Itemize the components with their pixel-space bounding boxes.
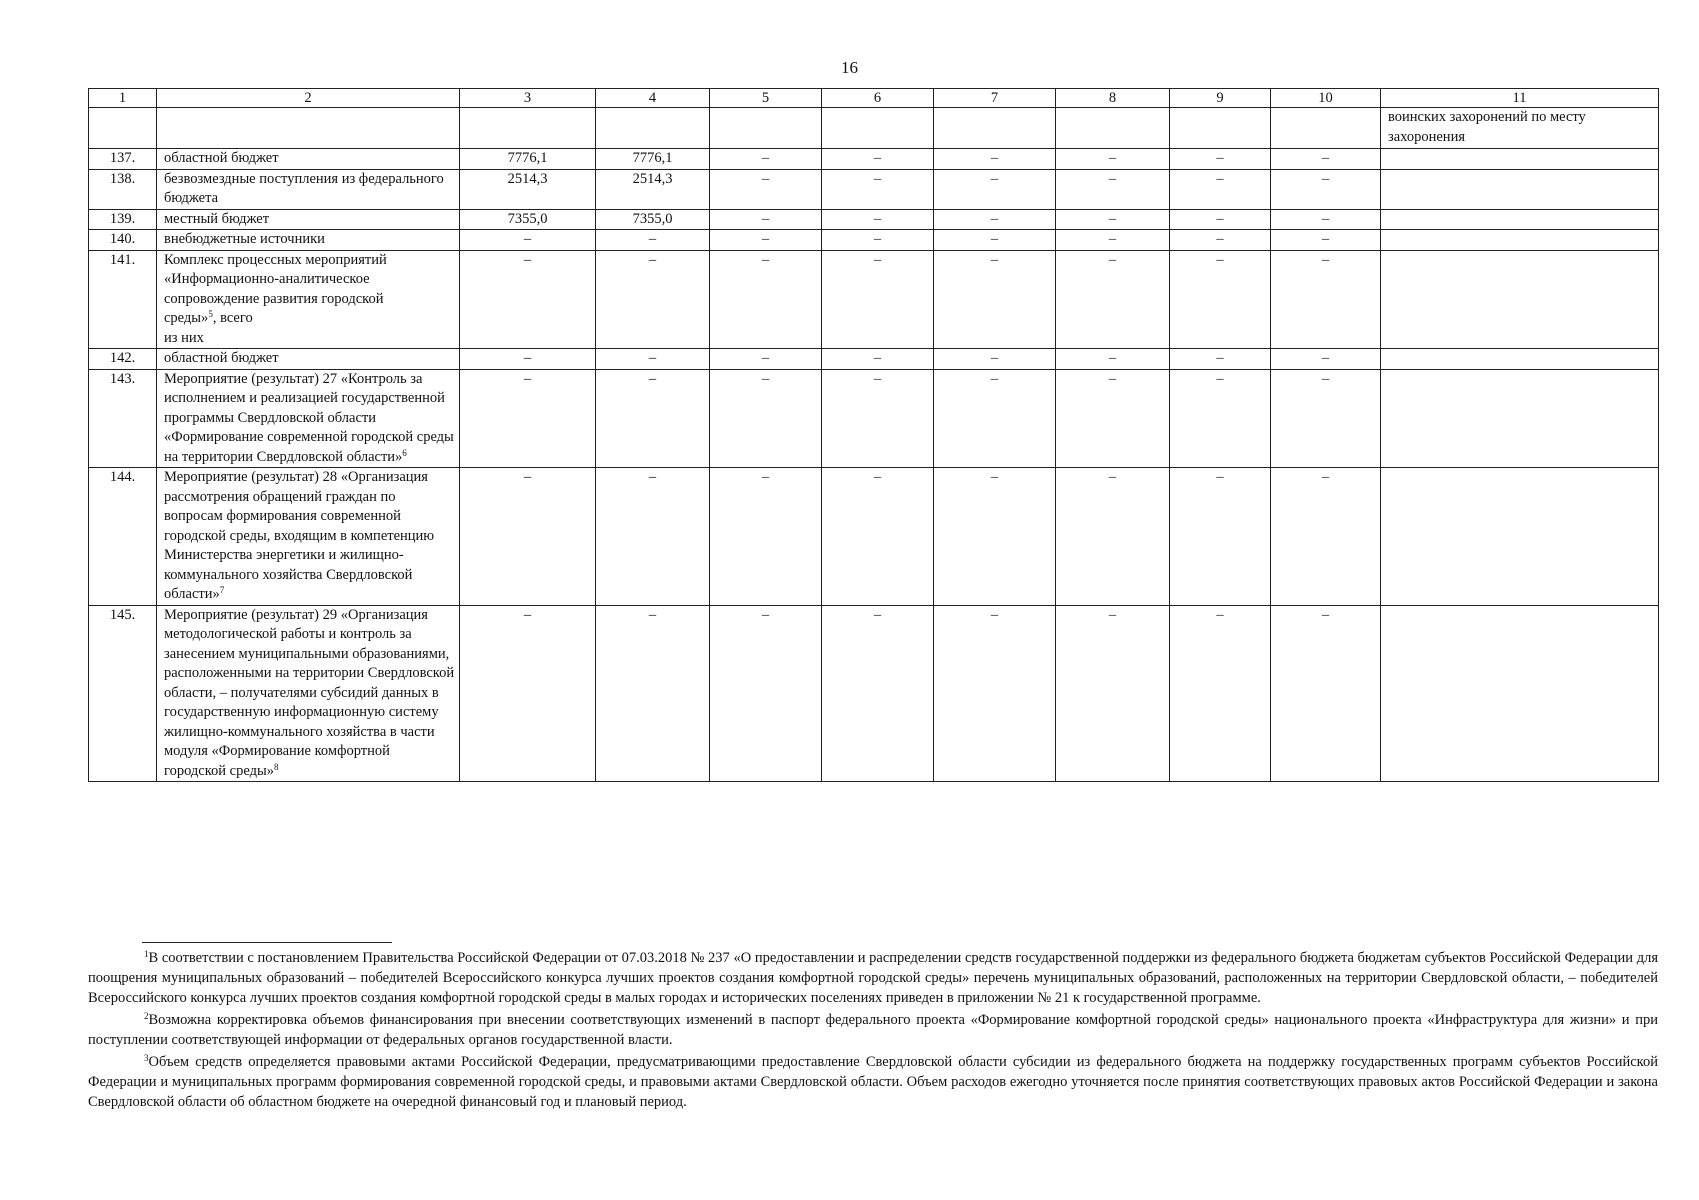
label-text: Мероприятие (результат) 29 «Организация методологической работы и контроль за занесением муниципальными образованиями, расположенными на территории Свердловской области, – получателями субсидий данных в государственную информационную систему жилищно-коммунального хозяйства в части модуля «Формирование комфортной городской среды» xyxy=(164,606,455,779)
label-line: Комплекс процессных мероприятий xyxy=(164,251,387,268)
cell-dash: – xyxy=(710,369,822,468)
col-header: 3 xyxy=(460,89,596,108)
cell-value: – xyxy=(460,230,596,251)
row-number: 142. xyxy=(89,349,157,370)
cell-dash: – xyxy=(1271,209,1381,230)
cell-dash: – xyxy=(1271,169,1381,209)
cell-dash: – xyxy=(822,169,934,209)
cell-dash: – xyxy=(822,250,934,349)
row-label xyxy=(157,250,460,349)
cell-dash: – xyxy=(1170,209,1271,230)
cell-dash: – xyxy=(710,468,822,606)
table-row xyxy=(89,349,1659,370)
row-label: безвозмездные поступления из федерального бюджета xyxy=(157,169,460,209)
footnote-text: В соответствии с постановлением Правительства Российской Федерации от 07.03.2018 № 237 «О предоставлении и распределении средств государственной поддержки из федерального бюджета бюджетам субъектов Российской Федерации для поощрения муниципальных образований – победителей Всероссийского конкурса лучших проектов создания комфортной городской среды» перечень муниципальных образований, расположенных на территории Свердловской области, – победителей Всероссийского конкурса лучших проектов создания комфортной городской среды в малых городах и исторических поселениях приведен в приложении № 21 к государственной программе. xyxy=(88,950,1658,1006)
col-header: 5 xyxy=(710,89,822,108)
cell-value: – xyxy=(596,349,710,370)
table-row xyxy=(89,468,1659,606)
table-row xyxy=(89,230,1659,251)
cell-dash: – xyxy=(934,250,1056,349)
cell-dash: – xyxy=(822,468,934,606)
cell-value: 7355,0 xyxy=(460,209,596,230)
col-header: 9 xyxy=(1170,89,1271,108)
cell-value: – xyxy=(460,605,596,782)
footnote-text: Возможна корректировка объемов финансирования при внесении соответствующих изменений в паспорт федерального проекта «Формирование комфортной городской среды» национального проекта «Инфраструктура для жизни» и при поступлении соответствующей информации от федеральных органов государственной власти. xyxy=(88,1012,1658,1048)
continued-row xyxy=(89,108,1659,149)
row-label xyxy=(157,605,460,782)
table-row xyxy=(89,209,1659,230)
page-number: 16 xyxy=(841,58,858,77)
cell-dash: – xyxy=(1056,209,1170,230)
cell-dash: – xyxy=(822,349,934,370)
footnote-mark: 5 xyxy=(208,309,213,319)
continued-cell: воинских захоронений по месту захоронения xyxy=(1381,108,1659,149)
cell-dash: – xyxy=(1056,169,1170,209)
row-label: местный бюджет xyxy=(157,209,460,230)
footnote-text: Объем средств определяется правовыми актами Российской Федерации, предусматривающими предоставление Свердловской области субсидии из федерального бюджета на поддержку государственных программ субъектов Российской Федерации и муниципальных программ формирования современной городской среды, и правовыми актами Свердловской области. Объем расходов ежегодно уточняется после принятия соответствующих правовых актов Российской Федерации и закона Свердловской области об областном бюджете на очередной финансовый год и плановый период. xyxy=(88,1054,1658,1110)
footnote-divider xyxy=(142,942,392,943)
cell-value: 7776,1 xyxy=(596,149,710,170)
col-header: 4 xyxy=(596,89,710,108)
cell-dash: – xyxy=(934,349,1056,370)
cell-dash: – xyxy=(822,605,934,782)
cell-dash: – xyxy=(822,209,934,230)
label-text: Мероприятие (результат) 27 «Контроль за исполнением и реализацией государственной программы Свердловской области «Формирование современной городской среды на территории Свердловской области» xyxy=(164,370,454,465)
col-header: 10 xyxy=(1271,89,1381,108)
cell-dash: – xyxy=(1056,605,1170,782)
row-number: 137. xyxy=(89,149,157,170)
column-number-row xyxy=(89,89,1659,108)
cell-dash: – xyxy=(1271,369,1381,468)
cell-dash: – xyxy=(934,230,1056,251)
cell-dash: – xyxy=(710,230,822,251)
cell-value: 7776,1 xyxy=(460,149,596,170)
cell-value: – xyxy=(460,468,596,606)
cell-value: – xyxy=(596,250,710,349)
cell-dash: – xyxy=(1271,230,1381,251)
cell-dash: – xyxy=(1056,468,1170,606)
footnote-mark: 2 xyxy=(144,1011,149,1021)
table-row xyxy=(89,149,1659,170)
row-label xyxy=(157,369,460,468)
footnotes xyxy=(88,948,1658,1114)
label-line: «Информационно-аналитическое xyxy=(164,271,370,287)
cell-dash: – xyxy=(1271,250,1381,349)
row-number: 139. xyxy=(89,209,157,230)
footnote-mark: 3 xyxy=(144,1053,149,1063)
cell-value: 2514,3 xyxy=(460,169,596,209)
footnote xyxy=(88,1052,1658,1112)
label-line: сопровождение развития городской xyxy=(164,290,384,307)
cell-dash: – xyxy=(1170,605,1271,782)
footnote-mark: 6 xyxy=(402,447,407,458)
cell-dash: – xyxy=(934,169,1056,209)
cell-value: – xyxy=(596,468,710,606)
cell-dash: – xyxy=(1056,250,1170,349)
row-number: 141. xyxy=(89,250,157,349)
row-number: 140. xyxy=(89,230,157,251)
footnote xyxy=(88,948,1658,1008)
col-header: 8 xyxy=(1056,89,1170,108)
col-header: 7 xyxy=(934,89,1056,108)
label-line: среды» xyxy=(164,310,209,326)
table-row xyxy=(89,250,1659,349)
row-number: 144. xyxy=(89,468,157,606)
cell-dash: – xyxy=(1271,468,1381,606)
cell-dash: – xyxy=(1170,230,1271,251)
cell-value: – xyxy=(596,230,710,251)
cell-dash: – xyxy=(1170,169,1271,209)
row-label: внебюджетные источники xyxy=(157,230,460,251)
cell-value: – xyxy=(460,349,596,370)
cell-dash: – xyxy=(710,209,822,230)
cell-dash: – xyxy=(1056,230,1170,251)
cell-dash: – xyxy=(710,169,822,209)
footnote-mark: 7 xyxy=(219,585,225,595)
table-row xyxy=(89,369,1659,468)
cell-value: 2514,3 xyxy=(596,169,710,209)
label-text: Мероприятие (результат) 28 «Организация рассмотрения обращений граждан по вопросам формирования современной городской среды, входящим в компетенцию Министерства энергетики и жилищно-коммунального хозяйства Свердловской области» xyxy=(164,469,435,602)
footnote-mark: 1 xyxy=(144,949,149,959)
cell-dash: – xyxy=(1170,349,1271,370)
cell-dash: – xyxy=(1271,349,1381,370)
table-row xyxy=(89,605,1659,782)
cell-dash: – xyxy=(1271,605,1381,782)
row-number: 145. xyxy=(89,605,157,782)
cell-dash: – xyxy=(710,149,822,170)
row-label: областной бюджет xyxy=(157,149,460,170)
label-line: из них xyxy=(164,329,204,346)
row-number: 138. xyxy=(89,169,157,209)
cell-value: – xyxy=(596,369,710,468)
cell-dash: – xyxy=(1170,369,1271,468)
label-tail: , всего xyxy=(212,310,253,326)
cell-dash: – xyxy=(710,605,822,782)
cell-dash: – xyxy=(934,369,1056,468)
cell-dash: – xyxy=(822,369,934,468)
cell-value: – xyxy=(460,250,596,349)
table-row xyxy=(89,169,1659,209)
col-header: 2 xyxy=(157,89,460,108)
cell-dash: – xyxy=(822,230,934,251)
cell-dash: – xyxy=(934,149,1056,170)
budget-table xyxy=(88,88,1659,782)
cell-dash: – xyxy=(1056,369,1170,468)
col-header: 11 xyxy=(1381,89,1659,108)
cell-dash: – xyxy=(1271,149,1381,170)
cell-dash: – xyxy=(710,250,822,349)
cell-value: 7355,0 xyxy=(596,209,710,230)
cell-dash: – xyxy=(1170,250,1271,349)
cell-dash: – xyxy=(1170,468,1271,606)
row-label: областной бюджет xyxy=(157,349,460,370)
cell-dash: – xyxy=(710,349,822,370)
cell-value: – xyxy=(596,605,710,782)
col-header: 1 xyxy=(89,89,157,108)
cell-dash: – xyxy=(934,605,1056,782)
row-label xyxy=(157,468,460,606)
col-header: 6 xyxy=(822,89,934,108)
footnote-mark: 8 xyxy=(273,761,279,772)
cell-dash: – xyxy=(1056,349,1170,370)
footnote xyxy=(88,1010,1658,1050)
cell-dash: – xyxy=(934,468,1056,606)
cell-dash: – xyxy=(1056,149,1170,170)
cell-dash: – xyxy=(1170,149,1271,170)
cell-dash: – xyxy=(822,149,934,170)
row-number: 143. xyxy=(89,369,157,468)
cell-dash: – xyxy=(934,209,1056,230)
cell-value: – xyxy=(460,369,596,468)
